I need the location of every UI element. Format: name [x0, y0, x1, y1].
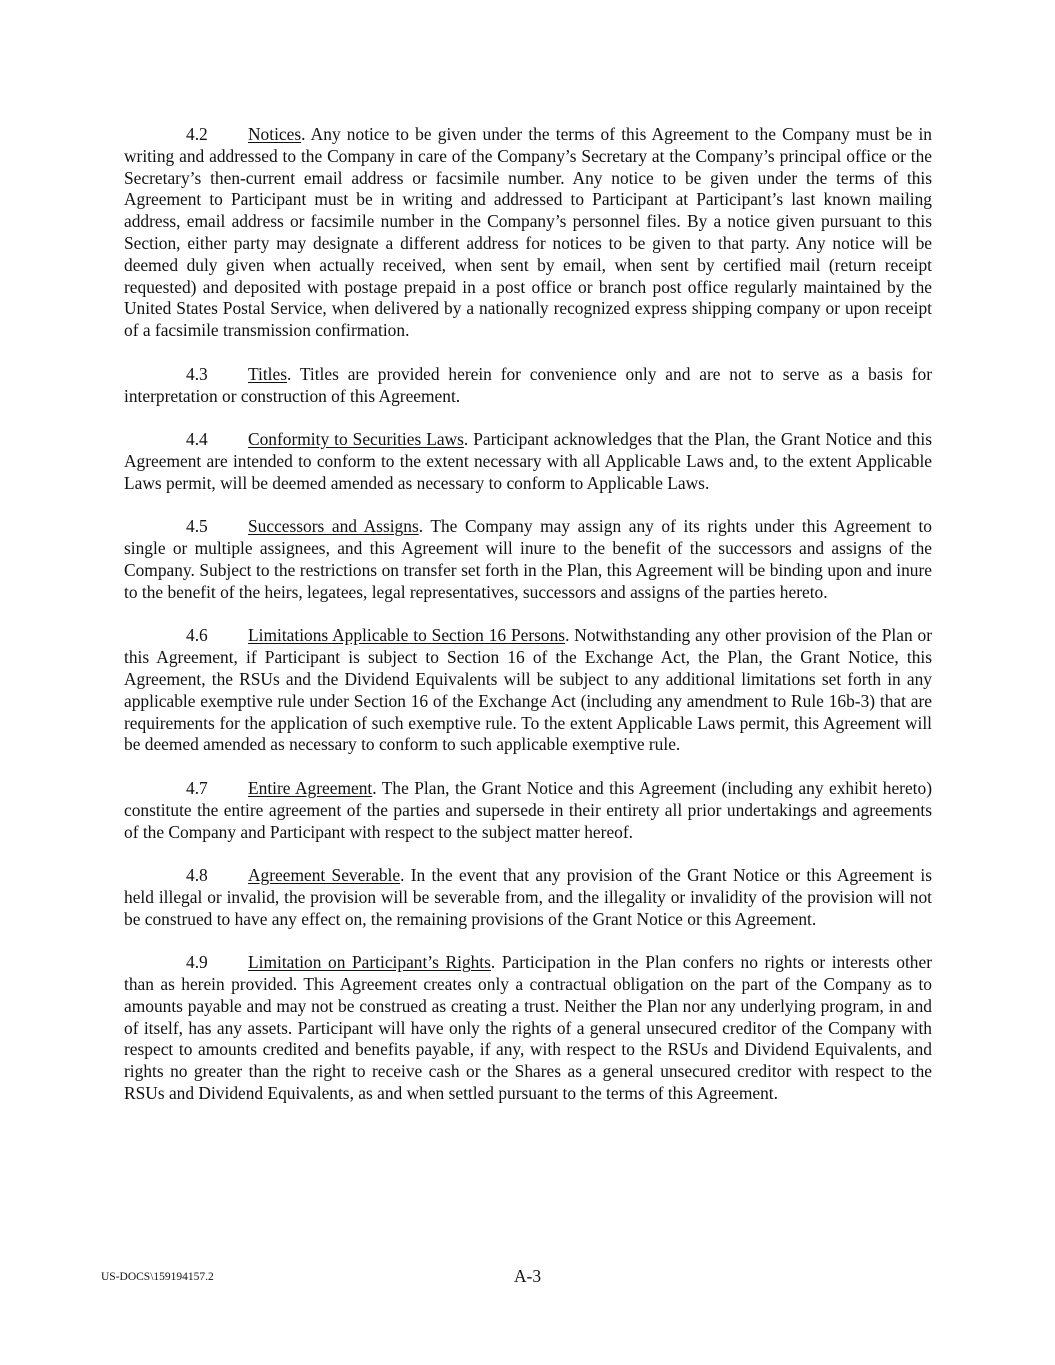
section-text: . In the event that any provision of the Grant Notice or this Agreement is held illegal or invalid, the provision will be severable from, and the illegality or invalidity of the provision will not be construed to have any effect on, the remaining provisions of the Grant Notice or this Agreement. — [124, 865, 932, 929]
section-4-7 — [124, 778, 932, 843]
section-heading: Notices — [248, 124, 302, 144]
section-heading: Limitations Applicable to Section 16 Persons — [248, 625, 566, 646]
section-text: . Participation in the Plan confers no rights or interests other than as herein provided. This Agreement creates only a contractual obligation on the part of the Company as to amounts payable and may not be construed as creating a trust. Neither the Plan nor any underlying program, in and of itself, has any assets. Participant will have only the rights of a general unsecured creditor of the Company with respect to amounts credited and benefits payable, if any, with respect to the RSUs and Dividend Equivalents, and rights no greater than the right to receive cash or the Shares as a general unsecured creditor with respect to the RSUs and Dividend Equivalents, as and when settled pursuant to the terms of this Agreement. — [124, 952, 932, 1104]
section-text: . Any notice to be given under the terms of this Agreement to the Company must be in writing and addressed to the Company in care of the Company’s Secretary at the Company’s principal office or the Secretary’s then-current email address or facsimile number. Any notice to be given under the terms of this Agreement to Participant must be in writing and addressed to Participant at Participant’s last known mailing address, email address or facsimile number in the Company’s personnel files. By a notice given pursuant to this Section, either party may designate a different address for notices to be given to that party. Any notice will be deemed duly given when actually received, when sent by email, when sent by certified mail (return receipt requested) and deposited with postage prepaid in a post office or branch post office regularly maintained by the United States Postal Service, when delivered by a nationally recognized express shipping company or upon receipt of a facsimile transmission confirmation. — [124, 124, 932, 341]
footer-page-number: A-3 — [513, 1266, 542, 1286]
section-number: 4.9 — [186, 952, 208, 973]
section-4-9 — [124, 952, 932, 1105]
section-heading: Agreement Severable — [248, 865, 401, 886]
section-text: . Notwithstanding any other provision of the Plan or this Agreement, if Participant is subject to Section 16 of the Exchange Act, the Plan, the Grant Notice, this Agreement, the RSUs and the Dividend Equivalents will be subject to any additional limitations set forth in any applicable exemptive rule under Section 16 of the Exchange Act (including any amendment to Rule 16b-3) that are requirements for the application of such exemptive rule. To the extent Applicable Laws permit, this Agreement will be deemed amended as necessary to conform to such applicable exemptive rule. — [124, 625, 933, 755]
section-number: 4.8 — [186, 865, 208, 886]
section-4-2 — [124, 124, 932, 342]
section-heading: Successors and Assigns — [248, 516, 419, 537]
section-4-3 — [124, 364, 932, 408]
section-number: 4.3 — [186, 363, 208, 384]
section-heading: Titles — [248, 363, 287, 384]
section-heading: Limitation on Participant’s Rights — [248, 952, 491, 973]
section-4-5 — [124, 516, 932, 603]
section-text: . The Company may assign any of its rights under this Agreement to single or multiple assignees, and this Agreement will inure to the benefit of the successors and assigns of the Company. Subject to the restrictions on transfer set forth in the Plan, this Agreement will be binding upon and inure to the benefit of the heirs, legatees, legal representatives, successors and assigns of the parties hereto. — [124, 516, 932, 602]
section-heading: Conformity to Securities Laws — [248, 429, 464, 450]
document-body — [124, 124, 932, 1127]
section-number: 4.5 — [186, 516, 208, 537]
section-number: 4.7 — [186, 777, 208, 798]
section-heading: Entire Agreement — [248, 777, 373, 798]
section-4-6 — [124, 625, 932, 756]
footer-doc-id: US-DOCS\159194157.2 — [101, 1271, 214, 1283]
section-text: . Titles are provided herein for convenience only and are not to serve as a basis for interpretation or construction of this Agreement. — [124, 363, 932, 406]
section-text: . Participant acknowledges that the Plan, the Grant Notice and this Agreement are intended to conform to the extent necessary with all Applicable Laws and, to the extent Applicable Laws permit, will be deemed amended as necessary to conform to Applicable Laws. — [124, 429, 932, 493]
section-number: 4.4 — [186, 429, 208, 450]
section-4-4 — [124, 429, 932, 494]
section-text: . The Plan, the Grant Notice and this Agreement (including any exhibit hereto) constitute the entire agreement of the parties and supersede in their entirety all prior undertakings and agreements of the Company and Participant with respect to the subject matter hereof. — [124, 777, 932, 842]
section-number: 4.6 — [186, 625, 208, 646]
section-number: 4.2 — [186, 124, 208, 144]
section-4-8 — [124, 865, 932, 930]
